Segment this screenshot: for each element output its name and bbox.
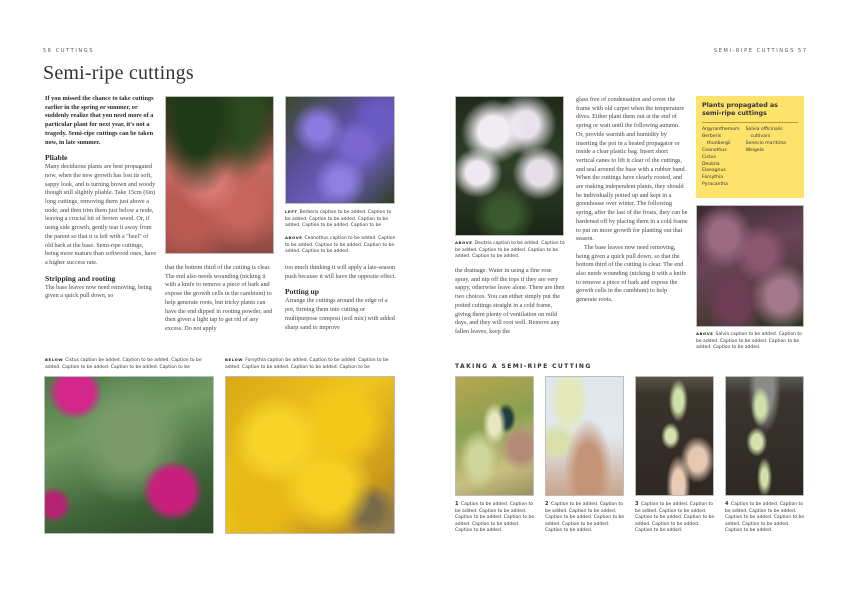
left-column-2-text: that the bottom third of the cutting is clear. The end also needs wounding (nicking it with a knife to remove a piece of bark and expose the growth cells in the cambium) to help generate roots, but tricky plants can have the end dipped in rooting powder, and then given a light tap to get rid of any excess. Do not apply xyxy=(165,264,273,332)
stripping-text: The base leaves now need removing, being given a quick pull down, so xyxy=(45,283,152,300)
step-number: 3 xyxy=(635,501,639,507)
potting-text: Arrange the cuttings around the edge of a pot, firming them into cutting or multipurpose compost (soil mix) with added sharp sand to improve xyxy=(285,297,395,331)
deutzia-caption xyxy=(455,240,567,261)
plants-box xyxy=(696,96,804,198)
plant-item: Weigela xyxy=(745,147,764,153)
caption-lead: ABOVE xyxy=(455,240,473,245)
deutzia-photo xyxy=(455,96,564,236)
plant-item: Elaeagnus xyxy=(702,168,726,174)
forsythia-caption xyxy=(225,357,395,371)
plant-item: Cistus xyxy=(702,154,716,160)
berberis-caption xyxy=(285,209,397,230)
caption-lead: ABOVE xyxy=(285,235,303,240)
plant-item: Senecio maritima xyxy=(745,140,786,146)
page-title: Semi-ripe cuttings xyxy=(43,62,194,84)
step-4-caption xyxy=(725,501,807,535)
right-column-2 xyxy=(576,96,688,305)
plants-box-column-2 xyxy=(746,127,786,189)
plant-item: Forsythia xyxy=(702,175,724,181)
plant-item: cultivars xyxy=(750,133,771,139)
steps-title: TAKING A SEMI-RIPE CUTTING xyxy=(455,363,592,370)
caption-text: Deutzia caption to be added. Caption to be added. Caption to be added. Caption to be added. Caption to be added. xyxy=(455,241,565,260)
heading-stripping: Stripping and rooting xyxy=(45,273,116,283)
step-2-photo xyxy=(545,376,624,496)
step-number: 2 xyxy=(545,501,549,507)
right-column-2-text-b: The base leaves now need removing, being given a quick pull down, so that the bottom third of the cutting is clear. The end also needs wounding (nicking it with a knife to remove a piece of bark and expose the growth cells in the cambium) to help generate roots. xyxy=(576,243,687,304)
caption-text: Forsythia caption be added. Caption to be added. Caption to be added. Caption to be added. Caption to be added. Caption to be xyxy=(225,358,389,370)
heading-pliable: Pliable xyxy=(45,153,68,163)
ceanothus-caption xyxy=(285,235,397,256)
right-column-1-text: the drainage. Water in using a fine rose spray, and nip off the tops if they are very sappy, otherwise leave alone. There are then two choices. You can either simply put the potted cuttings straight in a cold frame, giving them plenty of ventilation on mild days, and they will root well. Remove any fallen leaves, keep the xyxy=(455,267,565,335)
caption-lead: BELOW xyxy=(225,357,244,362)
caption-text: Berberis caption to be added. Caption to be added. Caption to be added. Caption to be added. Caption to be added. Caption to be xyxy=(285,210,392,229)
forsythia-photo xyxy=(225,376,395,534)
right-folio: SEMI-RIPE CUTTINGS 57 xyxy=(714,48,808,54)
left-column-1 xyxy=(45,95,157,301)
plant-item: Argyranthemum xyxy=(702,127,740,132)
plant-item: Deutzia xyxy=(702,161,720,167)
left-column-3 xyxy=(285,264,397,332)
step-1-photo xyxy=(455,376,534,496)
ceanothus-photo xyxy=(285,96,395,204)
plant-item: Berberis xyxy=(702,133,722,139)
plant-item: thunbergii xyxy=(707,140,731,146)
step-3-caption xyxy=(635,501,717,535)
heading-potting-up: Potting up xyxy=(285,287,319,297)
step-text: Caption to be added. Caption to be added. Caption to be added. Caption to be added. Caption to be added. Caption to be added. Caption to be added. xyxy=(635,502,715,534)
step-text: Caption to be added. Caption to be added. Caption to be added. Caption to be added. Caption to be added. Caption to be added. Caption to be added. xyxy=(545,502,625,534)
step-1-caption xyxy=(455,501,537,535)
caption-lead: BELOW xyxy=(45,357,64,362)
plants-box-column-1 xyxy=(702,127,740,189)
step-number: 4 xyxy=(725,501,729,507)
plant-item: Ceanothus xyxy=(702,147,727,153)
cistus-photo xyxy=(44,376,214,534)
plant-item: Pyracantha xyxy=(702,182,728,188)
plant-item: Salvia officinalis xyxy=(745,127,783,132)
pliable-text: Many deciduous plants are best propagated now, when the new growth has lost its soft, sappy look, and is turning brown and woody though still slightly pliable. Take 15cm (6in) long cuttings, removing them just above a node, and then trim them just below a node, leaving a crucial bit of brown wood. Or, if using side growth, gently tear it away from the parent so that it is left with a "heel" of old bark at the base. Semi-ripe cuttings, being more mature than softwood ones, have a higher success rate. xyxy=(45,163,157,266)
caption-lead: ABOVE xyxy=(696,331,714,336)
intro-paragraph: If you missed the chance to take cuttings earlier in the spring or summer, or suddenly realize that you need more of a particular plant for next year, it's not a tragedy. Semi-ripe cuttings can be taken now, in late summer. xyxy=(45,95,154,146)
left-column-3-text: too much thinking it will apply a late-season push because it will have the opposite effect. xyxy=(285,264,396,280)
step-number: 1 xyxy=(455,501,459,507)
caption-lead: LEFT xyxy=(285,209,298,214)
cistus-caption xyxy=(45,357,215,371)
step-text: Caption to be added. Caption to be added. Caption to be added. Caption to be added. Caption to be added. Caption to be added. Caption to be added. xyxy=(725,502,805,534)
plants-box-title: Plants propagated as semi-ripe cuttings xyxy=(702,102,798,123)
step-4-photo xyxy=(725,376,804,496)
right-column-2-text: glass free of condensation and cover the frame with old carpet when the temperature dives. Either plant them out at the end of spring or wait until the following autumn. Or, provide warmth and humidity by inserting the pot in a heated propagator or inside a clear plastic bag. Insert short vertical canes to lift it clear of the cuttings, and seal around the base with a rubber band. When the cuttings have clearly rooted, and are making independent plants, they should be individually potted up and kept in a greenhouse over winter. The following spring, after the last of the frosts, they can be hardened off by placing them in a cold frame to put on more growth for planting out that season. xyxy=(576,96,688,243)
caption-text: Ceanothus caption to be added. Caption to be added. Caption to be added. Caption to be added. Caption to be added. xyxy=(285,236,396,255)
step-3-photo xyxy=(635,376,714,496)
caption-text: Cistus caption be added. Caption to be added. Caption to be added. Caption to be added. Caption to be added. Caption to be xyxy=(45,358,202,370)
caption-text: Salvia caption to be added. Caption to be added. Caption to be added. Caption to be added. Caption to be added. xyxy=(696,332,802,351)
berberis-photo xyxy=(165,96,274,254)
step-2-caption xyxy=(545,501,627,535)
salvia-caption xyxy=(696,331,808,352)
salvia-photo xyxy=(696,205,804,327)
left-folio: 56 CUTTINGS xyxy=(43,48,94,54)
step-text: Caption to be added. Caption to be added. Caption to be added. Caption to be added. Caption to be added. Caption to be added. Caption to be added. xyxy=(455,502,535,534)
